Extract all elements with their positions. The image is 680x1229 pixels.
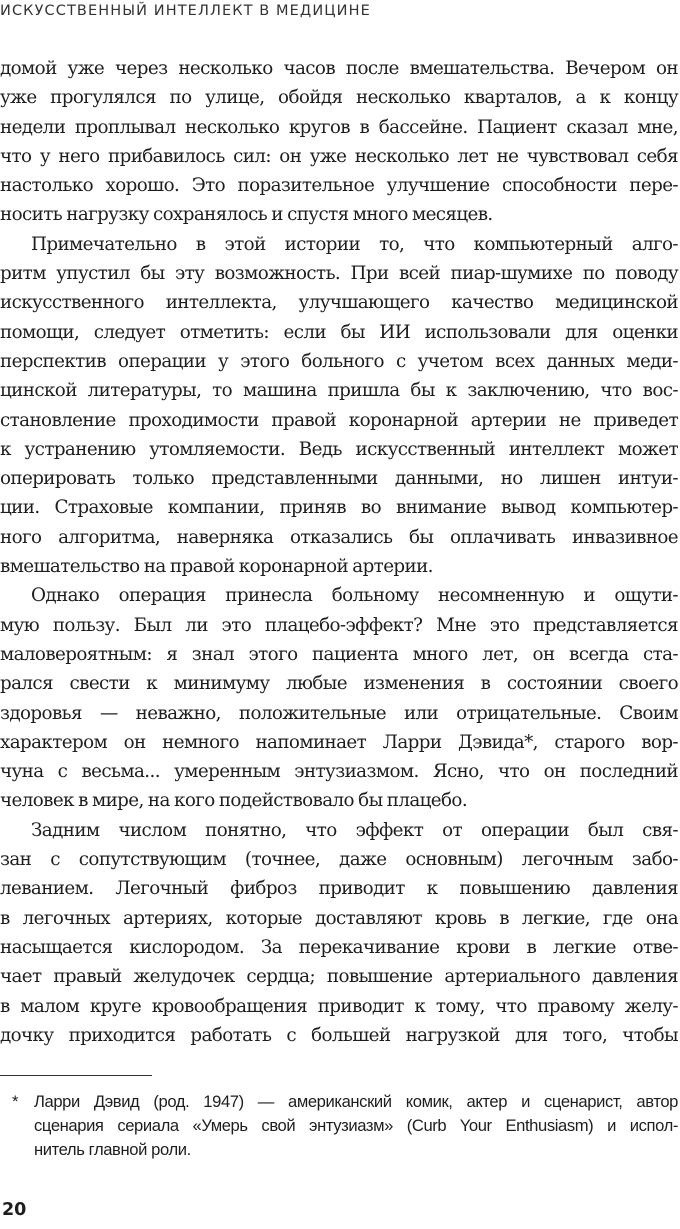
text-line: насыщается кислородом. За перекачивание крови в легкие отве- <box>0 936 678 958</box>
text-line: характером он немного напоминает Ларри Дэвида*, старого вор- <box>0 731 678 753</box>
text-line: рался свести к минимуму любые изменения в состоянии своего <box>0 673 678 695</box>
text-line: оперировать только представленными данными, но лишен интуи- <box>0 468 678 490</box>
text-line: Примечательно в этой истории то, что компьютерный алго- <box>31 233 678 255</box>
text-line: мую пользу. Был ли это плацебо-эффект? Мне это представляется <box>0 614 678 636</box>
text-line: помощи, следует отметить: если бы ИИ использовали для оценки <box>0 321 678 343</box>
text-line: ции. Страховые компании, приняв во внимание вывод компьютер- <box>0 497 678 519</box>
text-line: перспектив операции у этого больного с учетом всех данных меди- <box>0 350 678 372</box>
text-line: ритм упустил бы эту возможность. При всей пиар-шумихе по поводу <box>0 263 678 285</box>
text-line: в малом круге кровообращения приводит к тому, что правому желу- <box>0 995 678 1017</box>
text-line: настолько хорошо. Это поразительное улучшение способности пере- <box>0 175 678 197</box>
text-line: искусственного интеллекта, улучшающего качество медицинской <box>0 292 678 314</box>
footnote-line: нитель главной роли. <box>34 1140 191 1159</box>
text-line: что у него прибавилось сил: он уже несколько лет не чувствовал себя <box>0 145 678 167</box>
text-line: цинской литературы, то машина пришла бы к заключению, что вос- <box>0 380 678 402</box>
text-line: здоровья — неважно, положительные или отрицательные. Своим <box>0 702 678 724</box>
text-line: носить нагрузку сохранялось и спустя много месяцев. <box>0 204 493 226</box>
running-header: ИСКУССТВЕННЫЙ ИНТЕЛЛЕКТ В МЕДИЦИНЕ <box>0 3 371 19</box>
text-line: дочку приходится работать с большей нагрузкой для того, чтобы <box>0 1024 678 1046</box>
text-line: домой уже через несколько часов после вмешательства. Вечером он <box>0 58 678 79</box>
page-number: 20 <box>2 1200 27 1220</box>
text-line: недели проплывал несколько кругов в бассейне. Пациент сказал мне, <box>0 116 678 138</box>
text-line: становление проходимости правой коронарной артерии не приведет <box>0 409 678 431</box>
text-line: маловероятным: я знал этого пациента много лет, он всегда ста- <box>0 643 678 665</box>
text-line: ного алгоритма, наверняка отказались бы оплачивать инвазивное <box>0 526 678 548</box>
text-line: чуна с весьма... умеренным энтузиазмом. Ясно, что он последний <box>0 761 678 783</box>
footnote <box>0 1090 678 1162</box>
text-line: Задним числом понятно, что эффект от операции был свя- <box>31 819 678 841</box>
text-line: леванием. Легочный фиброз приводит к повышению давления <box>0 878 678 900</box>
text-line: вмешательство на правой коронарной артерии. <box>0 556 433 578</box>
text-line: зан с сопутствующим (точнее, даже основным) легочным забо- <box>0 849 678 871</box>
text-line: человек в мире, на кого подействовало бы плацебо. <box>0 790 468 812</box>
body-text <box>0 54 678 1050</box>
footnote-text: Ларри Дэвид (род. 1947) — американский комик, актер и сценарист, автор <box>34 1092 678 1111</box>
footnote-divider <box>0 1075 152 1076</box>
footnote-line <box>0 1090 678 1114</box>
footnote-marker: * <box>12 1092 19 1111</box>
text-line: Однако операция принесла больному несомненную и ощути- <box>31 585 678 607</box>
text-line: к устранению утомляемости. Ведь искусственный интеллект может <box>0 438 678 460</box>
text-line: чает правый желудочек сердца; повышение артериального давления <box>0 966 678 988</box>
text-line: уже прогулялся по улице, обойдя несколько кварталов, а к концу <box>0 87 678 109</box>
footnote-line: сценария сериала «Умерь свой энтузиазм» (Curb Your Enthusiasm) и испол- <box>34 1116 678 1135</box>
text-line: в легочных артериях, которые доставляют кровь в легкие, где она <box>0 907 678 929</box>
